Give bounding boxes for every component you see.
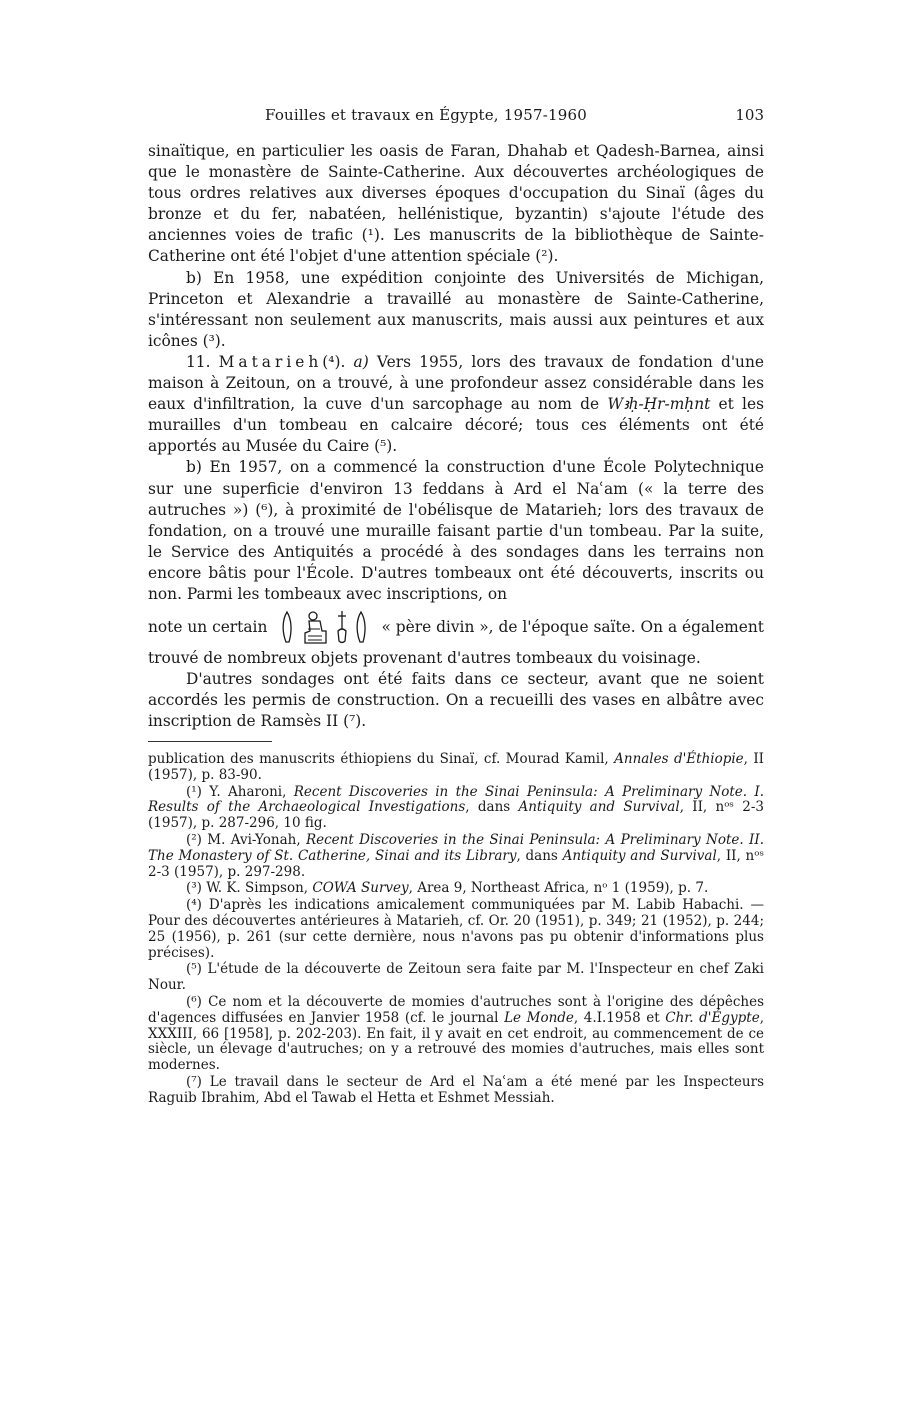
- text-run: , II, nᵒˢ 2-3 (1957), p. 297-298.: [148, 847, 764, 880]
- footnote-separator: [148, 741, 272, 742]
- text-run: , 4.I.1958 et: [573, 1009, 666, 1026]
- text-run: , XXXIII, 66 [1958], p. 202-203). En fait, il y avait en cet endroit, au commencement de ce siècle, un élevage d'autruches; on y a retrouvé des momies d'autruches, mais elles sont modernes.: [148, 1009, 764, 1074]
- section-number: 11.: [186, 352, 211, 371]
- text-run: « père divin », de l'époque saïte. On a également: [381, 617, 764, 636]
- journal-title: Antiquity and Survival: [562, 847, 717, 864]
- page-number: 103: [735, 106, 764, 124]
- report-title: COWA Survey: [312, 880, 409, 897]
- footnotes: [148, 752, 764, 1108]
- paragraph: b) En 1957, on a commencé la construction d'une École Polytechnique sur une superficie d'environ 13 feddans à Ard el Naʿam (« la terre des autruches ») (⁶), à proximité de l'obélisque de Matarieh; lors des travaux de fondation, on a trouvé une muraille faisant partie d'un tombeau. Par la suite, le Service des Antiquités a procédé à des sondages dans les terrains non encore bâtis pour l'École. D'autres tombeaux ont été découverts, inscrits ou non. Parmi les tombeaux avec inscriptions, on: [148, 458, 764, 603]
- footnote-1: [148, 785, 764, 832]
- text-run: , Area 9, Northeast Africa, nᵒ 1 (1959), p. 7.: [408, 880, 709, 897]
- text-run: , dans: [465, 799, 519, 816]
- journal-title: Annales d'Éthiopie: [614, 751, 744, 767]
- text-run: publication des manuscrits éthiopiens du Sinaï, cf. Mourad Kamil,: [148, 751, 615, 767]
- text-run: , II (1957), p. 83-90.: [148, 751, 765, 783]
- footnote-3: [148, 881, 764, 897]
- running-title: Fouilles et travaux en Égypte, 1957-1960: [265, 106, 587, 124]
- footnote-5: [148, 962, 764, 994]
- reed-leaf-icon: [354, 610, 368, 644]
- section-place: Matarieh: [218, 352, 323, 371]
- paragraph: D'autres sondages ont été faits dans ce secteur, avant que ne soient accordés les permis de construction. On a recueilli des vases en albâtre avec inscription de Ramsès II (⁷).: [148, 670, 764, 731]
- footnote-mark: (⁷): [186, 1073, 202, 1090]
- footnote-mark: (¹): [186, 783, 202, 800]
- text-run: Ce nom et la découverte de momies d'autruches sont à l'origine des dépêches d'agences diffusées en Janvier 1958 (cf. le journal: [148, 993, 764, 1026]
- article-title: Recent Discoveries in the Sinai Peninsula: A Preliminary Note. II. The Monastery of St. Catherine, Sinai and its Library: [148, 831, 764, 864]
- footnote-4: [148, 898, 764, 961]
- text-run: W. K. Simpson,: [201, 880, 313, 897]
- paragraph-matarieh: [148, 352, 764, 457]
- heart-windpipe-icon: [336, 609, 348, 645]
- footnote-6: [148, 995, 764, 1074]
- footnote-2: [148, 833, 764, 880]
- running-header: [148, 106, 764, 128]
- seated-god-icon: [300, 609, 330, 645]
- list-marker: a): [353, 352, 369, 371]
- article-title: Recent Discoveries in the Sinai Peninsula: A Preliminary Note. I. Results of the Archaeological Investigations: [148, 783, 764, 816]
- text-run: L'étude de la découverte de Zeitoun sera faite par M. l'Inspecteur en chef Zaki Nour.: [148, 961, 764, 994]
- reed-leaf-icon: [280, 610, 294, 644]
- paragraph: b) En 1958, une expédition conjointe des Universités de Michigan, Princeton et Alexandrie a travaillé au monastère de Sainte-Catherine, s'intéressant non seulement aux manuscrits, mais aussi aux peintures et aux icônes (³).: [148, 268, 764, 350]
- journal-title: Chr. d'Égypte: [665, 1009, 760, 1026]
- transliterated-name: Wꜣḥ-Ḥr-mḥnt: [607, 395, 711, 414]
- text-run: D'après les indications amicalement communiquées par M. Labib Habachi. — Pour des découvertes antérieures à Matarieh, cf. Or. 20 (1951), p. 349; 21 (1952), p. 244; 25 (1956), p. 261 (sur cette dernière, nous n'avons pas pu obtenir d'informations plus précises).: [148, 897, 764, 961]
- journal-title: Antiquity and Survival: [518, 799, 680, 816]
- text-run: et les murailles d'un tombeau en calcaire décoré; tous ces éléments ont été apportés au Musée du Caire (⁵).: [148, 395, 764, 456]
- footnote-mark: (³): [186, 880, 202, 897]
- text-run: note un certain: [148, 617, 268, 636]
- footnote-mark: (⁵): [186, 961, 202, 978]
- text-run: , dans: [516, 847, 563, 864]
- journal-title: Le Monde: [504, 1009, 574, 1026]
- footnote-mark: (⁴): [186, 897, 202, 914]
- footnote-mark: (⁶): [186, 993, 202, 1010]
- paragraph: trouvé de nombreux objets provenant d'autres tombeaux du voisinage.: [148, 649, 701, 668]
- footnote-continuation: [148, 752, 764, 784]
- text-run: , II, nᵒˢ 2-3 (1957), p. 287-296, 10 fig.: [148, 799, 764, 832]
- text-run: Le travail dans le secteur de Ard el Naʿam a été mené par les Inspecteurs Raguib Ibrahim, Abd el Tawab el Hetta et Eshmet Messiah.: [148, 1073, 764, 1106]
- text-run: Vers 1955, lors des travaux de fondation d'une maison à Zeitoun, on a trouvé, à une profondeur assez considérable dans les eaux d'infiltration, la cuve d'un sarcophage au nom de: [148, 352, 764, 414]
- paragraph: sinaïtique, en particulier les oasis de Faran, Dhahab et Qadesh-Barnea, ainsi que le monastère de Sainte-Catherine. Aux découvertes archéologiques de tous ordres relatives aux diverses époques d'occupation du Sinaï (âges du bronze et du fer, nabatéen, hellénistique, byzantin) s'ajoute l'étude des anciennes voies de trafic (¹). Les manuscrits de la bibliothèque de Sainte-Catherine ont été l'objet d'une attention spéciale (²).: [148, 142, 764, 266]
- main-text: [148, 141, 764, 732]
- hieroglyph-group-icon: [280, 609, 368, 645]
- footnote-mark: (²): [186, 831, 202, 848]
- hieroglyph-line: [148, 606, 764, 648]
- text-run: (⁴).: [322, 352, 354, 371]
- footnote-7: [148, 1075, 764, 1107]
- text-run: M. Avi-Yonah,: [201, 831, 306, 848]
- text-run: Y. Aharoni,: [201, 783, 294, 800]
